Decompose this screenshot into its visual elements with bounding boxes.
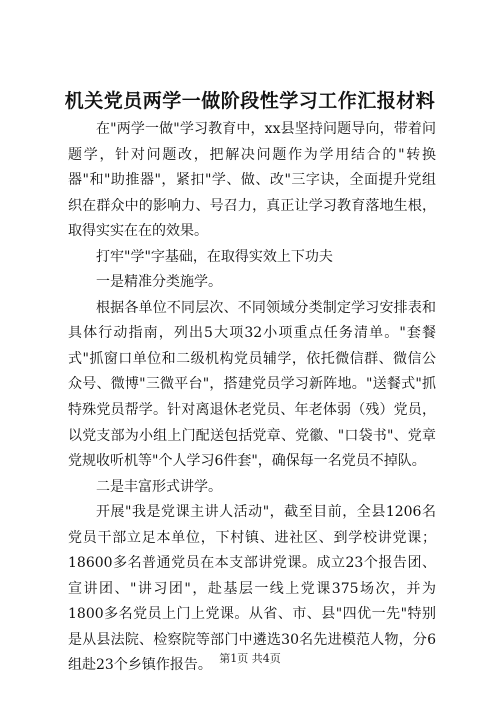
paragraph-one: 根据各单位不同层次、不同领域分类制定学习安排表和具体行动指南，列出5大项32小项重点任务清单。"套餐式"抓窗口单位和二级机构党员辅学，依托微信群、微信公众号、微博"三微平台"，搭建党员学习新阵地。"送餐式"抓特殊党员帮学。针对离退休老党员、年老体弱（残）党员，以党支部为小组上门配送包括党章、党徽、"口袋书"、党章党规收听机等"个人学习6件套"，确保每一名党员不掉队。 — [68, 299, 436, 470]
paragraph-intro: 在"两学一做"学习教育中，xx县坚持问题导向，带着问题学，针对问题改，把解决问题作为学用结合的"转换器"和"助推器"，紧扣"学、做、改"三字诀，全面提升党组织在群众中的影响力、号召力，真正让学习教育落地生根，取得实实在在的效果。 — [68, 121, 436, 240]
subheading-two: 二是丰富形式讲学。 — [96, 478, 222, 495]
section-heading: 打牢"学"字基础，在取得实效上下功夫 — [96, 248, 333, 265]
document-title: 机关党员两学一做阶段性学习工作汇报材料 — [64, 90, 436, 112]
subheading-one: 一是精准分类施学。 — [96, 274, 222, 291]
document-body — [68, 117, 436, 679]
page-footer: 第1页 共4页 — [219, 652, 281, 665]
paragraph-two: 开展"我是党课主讲人活动"，截至目前，全县1206名党员干部立足本单位，下村镇、进社区、到学校讲党课；18600多名普通党员在本支部讲党课。成立23个报告团、宣讲团、"讲习团"，赴基层一线上党课375场次，并为1800多名党员上门上党课。从省、市、县"四优一先"特别是从县法院、检察院等部门中遴选30名先进模范人物，分6组赴23个乡镇作报告。 — [68, 504, 436, 674]
